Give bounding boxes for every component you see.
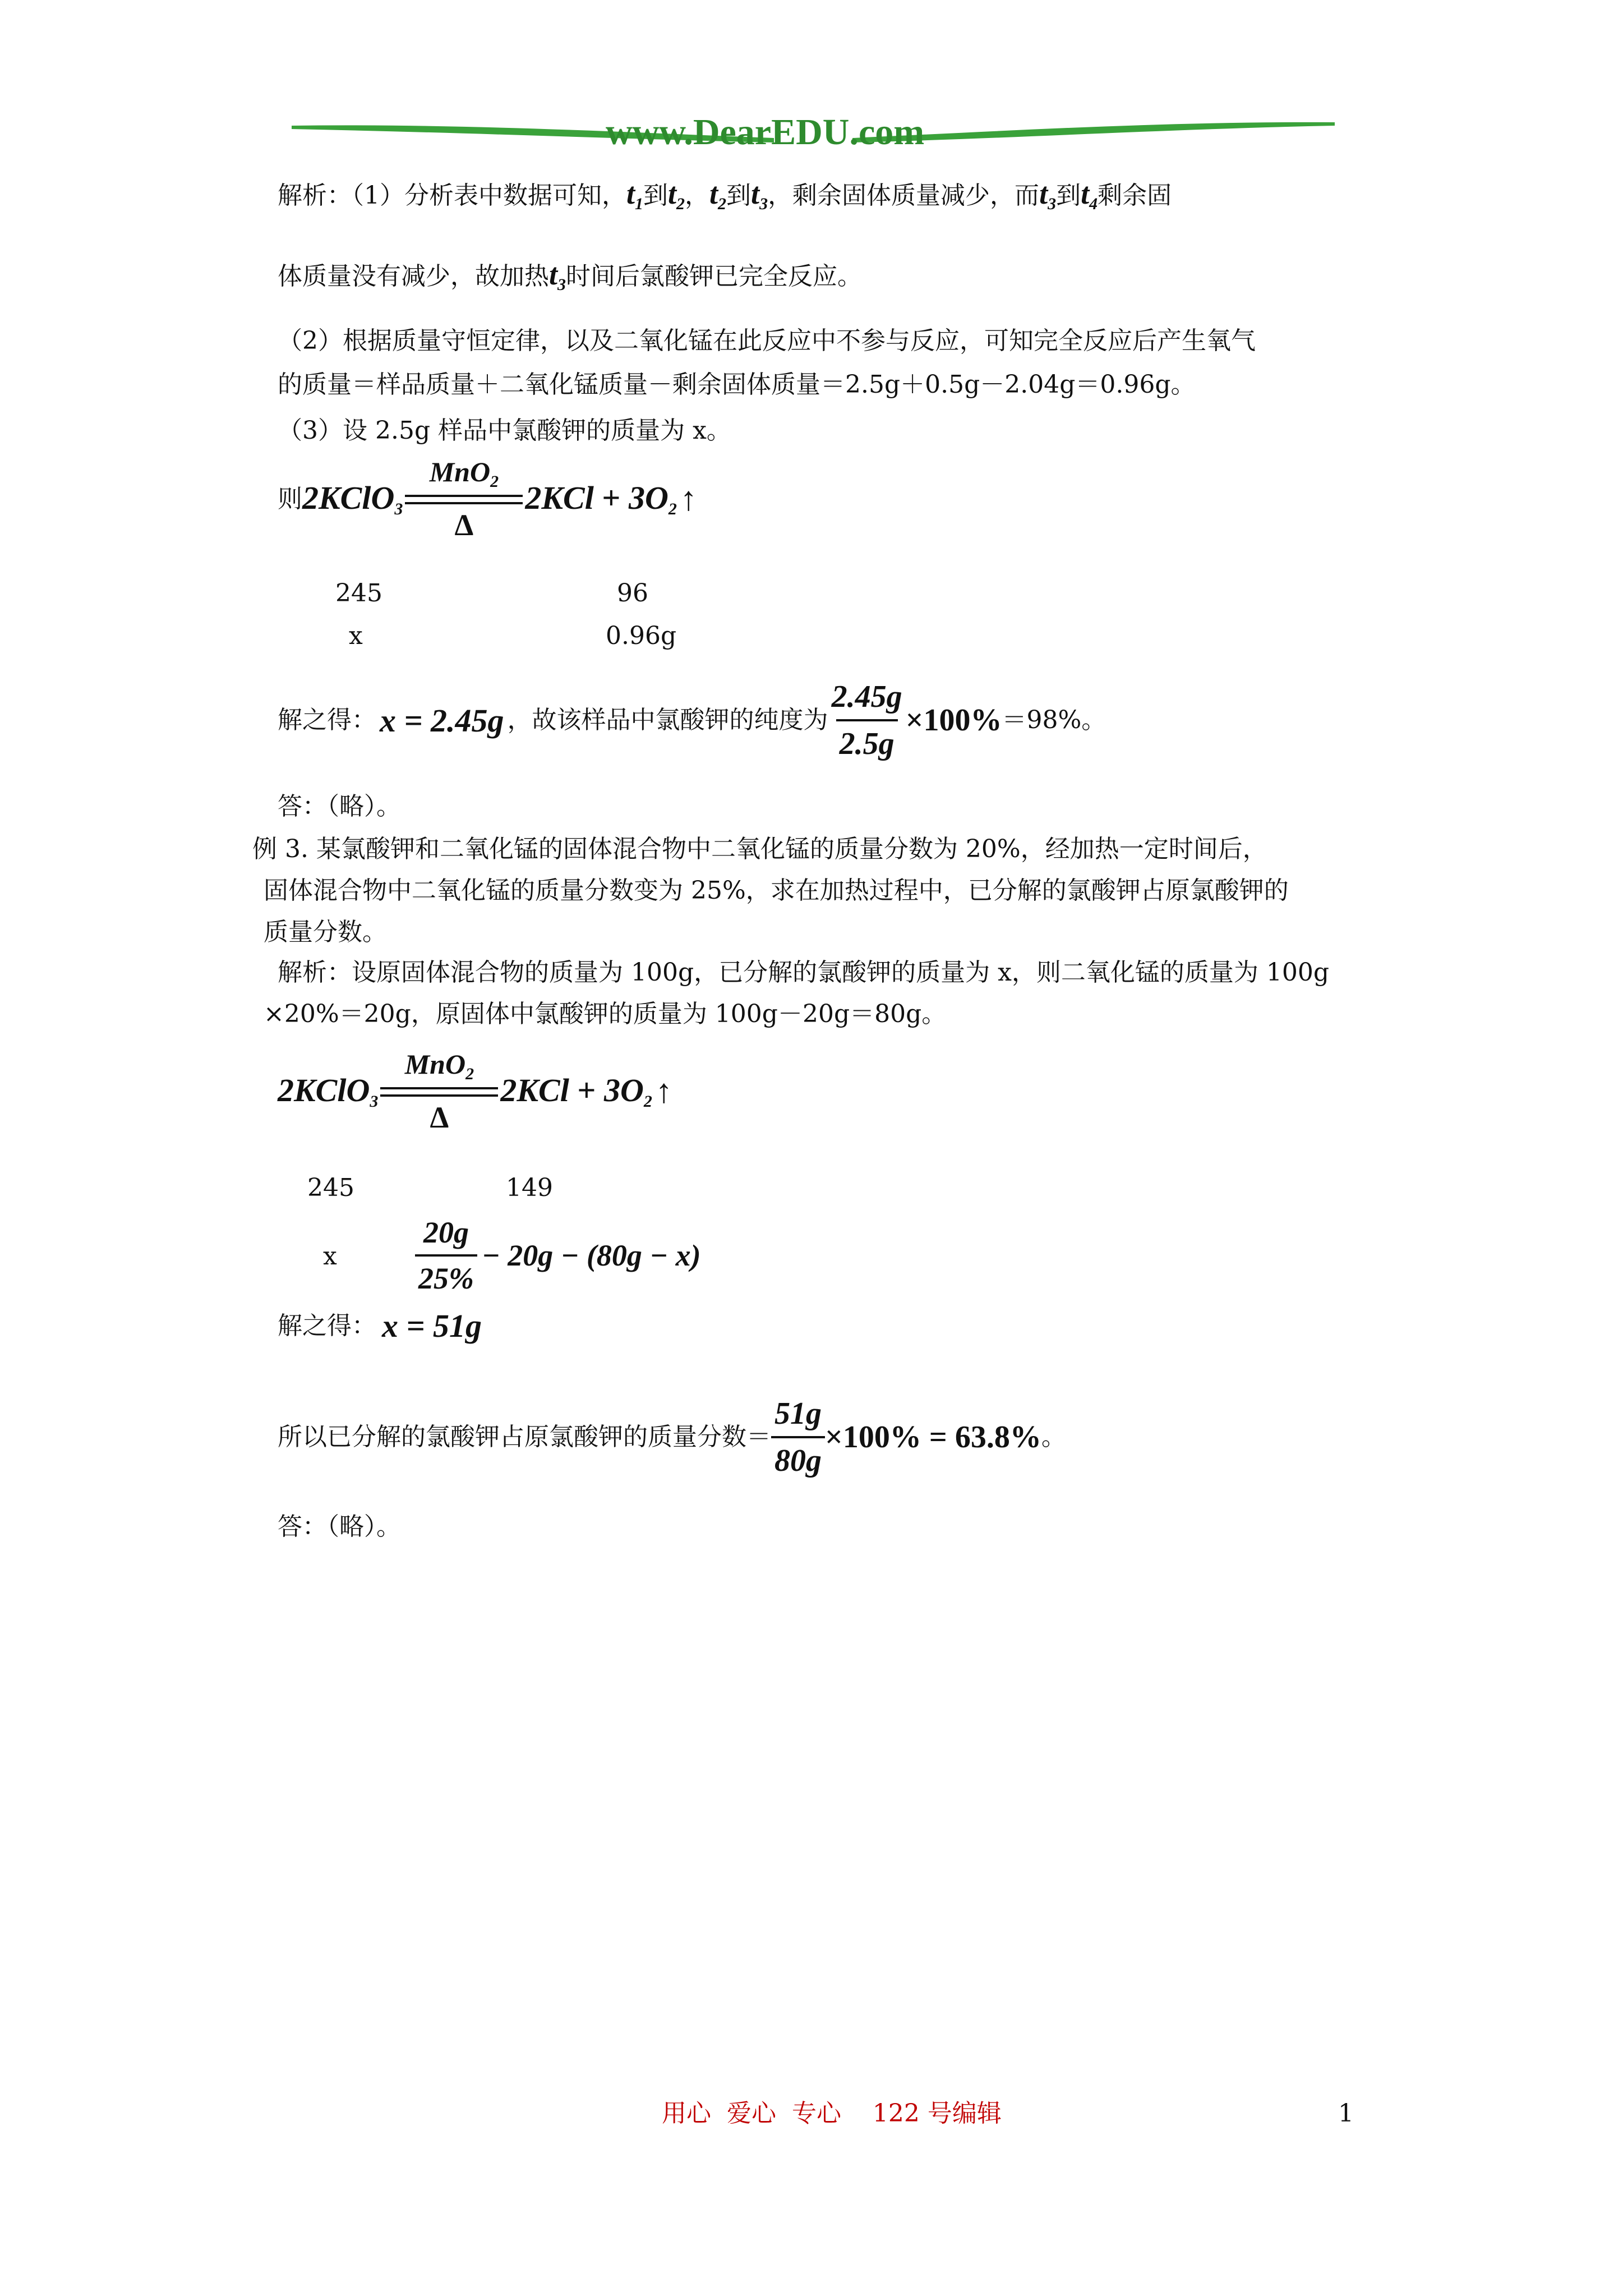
reaction-equation-2: 2KClO$_3$ MnO$_2$ Δ $2KCl + 3O_2$ ↑ [278, 1048, 672, 1134]
ratio2-a: 245 [307, 1174, 354, 1202]
example3-analysis2: ×20%＝20g，原固体中氯酸钾的质量为 100g－20g＝80g。 [264, 1000, 947, 1028]
solution1-line1: 解析：（1）分析表中数据可知，$t_1$到$t_2$，$t_2$到$t_3$，剩余固体质量减少，而$t_3$到$t_4$剩余固 [278, 177, 1172, 213]
solution3-line: （3）设 2.5g 样品中氯酸钾的质量为 x。 [278, 416, 731, 445]
answer2: 答：（略）。 [278, 1512, 401, 1541]
logo-text: www.DearEDU.com [606, 112, 925, 153]
ratio2-c: x [323, 1242, 337, 1271]
reaction-equation-1: 则 2KClO$_3$ MnO$_2$ Δ $2KCl + 3O_2$ ↑ [278, 456, 697, 542]
solution2-line2: 的质量＝样品质量＋二氧化锰质量－剩余固体质量＝2.5g＋0.5g－2.04g＝0.96g。 [278, 370, 1196, 399]
example3-analysis1: 解析：设原固体混合物的质量为 100g，已分解的氯酸钾的质量为 x，则二氧化锰的质量为 100g [278, 958, 1330, 987]
ratio1-a: 245 [335, 579, 382, 608]
ratio2-b: 149 [506, 1174, 553, 1202]
example3-line3: 质量分数。 [264, 918, 387, 946]
page-number: 1 [1338, 2099, 1354, 2128]
ratio1-d: 0.96g [606, 622, 677, 650]
reaction-condition-2: MnO$_2$ Δ [380, 1048, 498, 1135]
solve1-line: 解之得： x = 2.45g ，故该样品中氯酸钾的纯度为 $\frac{2.45g}{2.5g}$ ×100% ＝98%。 [278, 679, 1106, 761]
example3-line2: 固体混合物中二氧化锰的质量分数变为 25%，求在加热过程中，已分解的氯酸钾占原氯酸钾的 [264, 876, 1289, 905]
final-result-line: 所以已分解的氯酸钾占原氯酸钾的质量分数＝ $\frac{51g}{80g}$ ×100% = 63.8% 。 [278, 1396, 1066, 1478]
solve2-line: 解之得： x = 51g [278, 1308, 482, 1344]
solution2-line1: （2）根据质量守恒定律，以及二氧化锰在此反应中不参与反应，可知完全反应后产生氧气 [278, 326, 1256, 355]
solution1-line2: 体质量没有减少，故加热$t_3$时间后氯酸钾已完全反应。 [278, 257, 863, 294]
answer1: 答：（略）。 [278, 792, 401, 821]
example3-line1: 例 3. 某氯酸钾和二氧化锰的固体混合物中二氧化锰的质量分数为 20%，经加热一定时间后， [252, 835, 1267, 863]
ratio1-b: 96 [617, 579, 648, 608]
footer-slogan: 用心 爱心 专心 122 号编辑 [662, 2099, 1002, 2128]
ratio2-d: $\frac{20g}{25\%}$ − 20g − (80g − x) [415, 1215, 701, 1296]
reaction-condition: MnO$_2$ Δ [405, 455, 523, 542]
ratio1-c: x [349, 622, 363, 650]
